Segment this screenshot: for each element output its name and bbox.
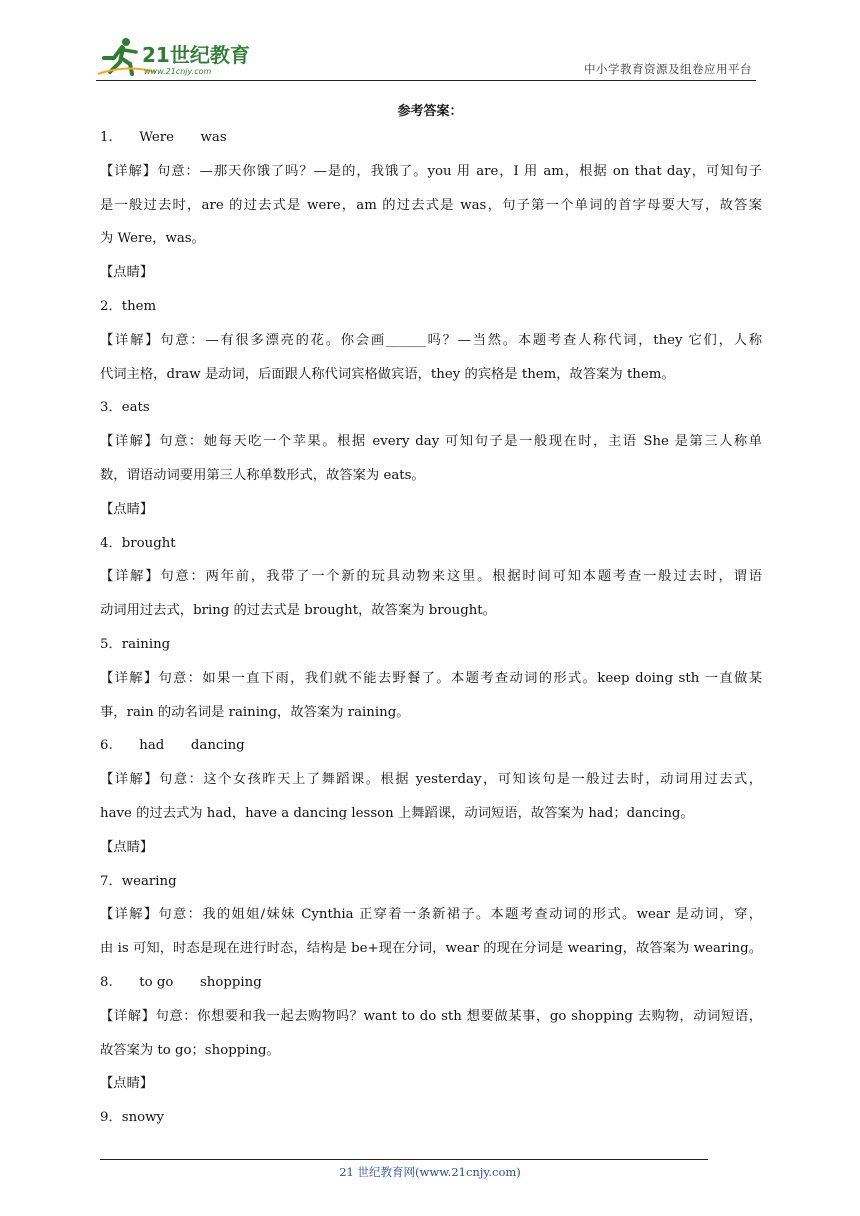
text-line: 8. to go shopping [100, 975, 262, 990]
text-line: 代词主格，draw 是动词，后面跟人称代词宾格做宾语，they 的宾格是 them，故答案为 them。 [100, 366, 675, 382]
text-line: 数，谓语动词要用第三人称单数形式，故答案为 eats。 [100, 468, 425, 483]
site-logo [96, 34, 256, 78]
text-line: 1. Were was [100, 130, 227, 145]
text-line: 【详解】句意：—那天你饿了吗？—是的，我饿了。you 用 are，I 用 am，根据 on that day，可知句子 [100, 163, 762, 179]
svg-text:21世纪教育: 21世纪教育 [142, 43, 250, 67]
text-line: 【点睛】 [100, 265, 154, 281]
text-line: 为 Were，was。 [100, 231, 205, 247]
text-line: 【点睛】 [100, 501, 154, 517]
footer-rule [100, 1159, 708, 1160]
header-platform-text: 中小学教育资源及组卷应用平台 [584, 62, 752, 76]
text-line: 5．raining [100, 637, 171, 652]
text-line: 事，rain 的动名词是 raining，故答案为 raining。 [100, 704, 410, 720]
text-line: 【详解】句意：我的姐姐/妹妹 Cynthia 正穿着一条新裙子。本题考查动词的形式。wear 是动词，穿， [100, 907, 762, 923]
text-line: 是一般过去时，are 的过去式是 were，am 的过去式是 was，句子第一个单词的首字母要大写，故答案 [100, 197, 762, 213]
text-line: 6. had dancing [100, 738, 245, 754]
text-line: 【详解】句意：两年前，我带了一个新的玩具动物来这里。根据时间可知本题考查一般过去时，谓语 [100, 569, 762, 585]
svg-text:www.21cnjy.com: www.21cnjy.com [144, 67, 212, 76]
text-line: 动词用过去式，bring 的过去式是 brought，故答案为 brought。 [100, 603, 496, 619]
text-line: 【详解】句意：如果一直下雨，我们就不能去野餐了。本题考查动词的形式。keep doing sth 一直做某 [100, 670, 762, 686]
text-line: 7．wearing [100, 873, 177, 889]
text-line: 【点睛】 [100, 1076, 154, 1092]
text-line: 【详解】句意：她每天吃一个苹果。根据 every day 可知句子是一般现在时，主语 She 是第三人称单 [100, 434, 762, 450]
text-line: 【详解】句意：—有很多漂亮的花。你会画______吗？—当然。本题考查人称代词，they 它们，人称 [100, 332, 762, 348]
page-header [96, 34, 756, 81]
text-line: 【详解】句意：你想要和我一起去购物吗？want to do sth 想要做某事，go shopping 去购物，动词短语， [100, 1008, 762, 1024]
page-title: 参考答案： [397, 104, 463, 119]
text-line: 【点睛】 [100, 839, 154, 855]
text-line: 【详解】句意：这个女孩昨天上了舞蹈课。根据 yesterday，可知该句是一般过去时，动词用过去式， [100, 772, 762, 788]
text-line: have 的过去式为 had，have a dancing lesson 上舞蹈课，动词短语，故答案为 had；dancing。 [100, 806, 694, 821]
text-line: 故答案为 to go；shopping。 [100, 1042, 280, 1058]
text-line: 3．eats [100, 400, 150, 416]
text-line: 9．snowy [100, 1110, 165, 1126]
text-line: 4．brought [100, 535, 176, 551]
text-line: 2．them [100, 299, 157, 314]
text-line: 由 is 可知，时态是现在进行时态，结构是 be+现在分词，wear 的现在分词是 wearing，故答案为 wearing。 [100, 941, 762, 957]
page-footer: 21 世纪教育网(www.21cnjy.com) [339, 1165, 521, 1179]
